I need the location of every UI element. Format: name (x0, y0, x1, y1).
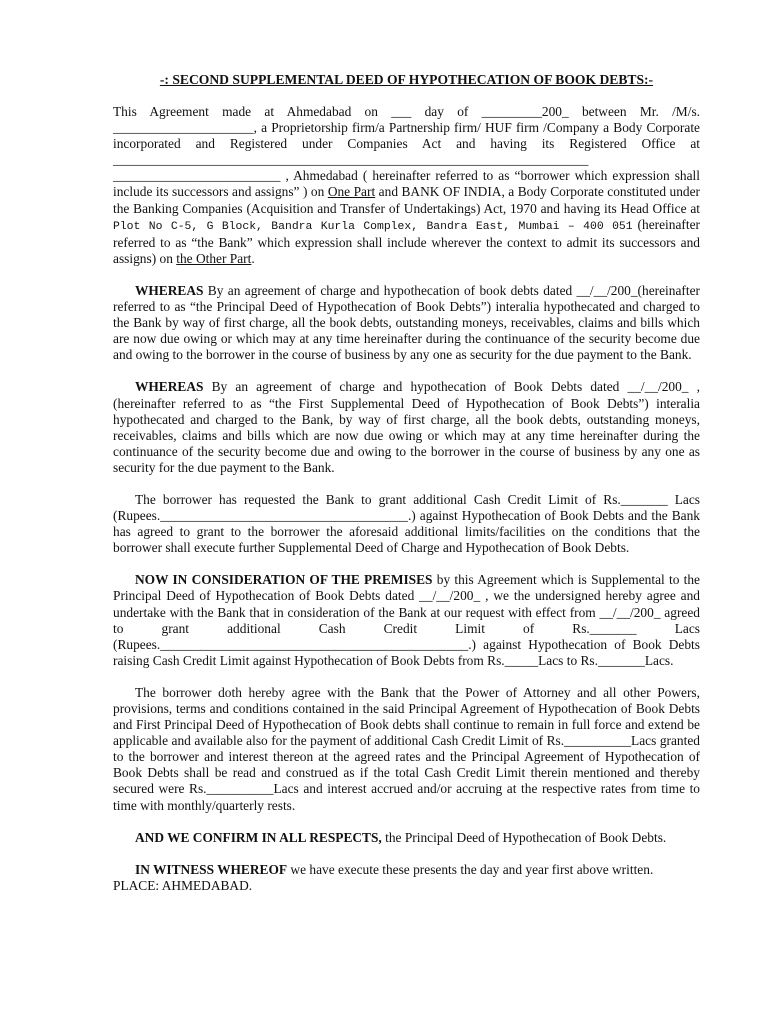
parties-text-b: and BANK OF INDIA, a Body Corporate constituted under the Banking Companies (Acquisition and Transfer of Undertakings) Act, 1970 and having its Head Office at (113, 184, 700, 216)
witness-text: we have execute these presents the day and year first above written. (287, 861, 654, 877)
whereas-principal-text: By an agreement of charge and hypothecation of book debts dated __/__/200_(hereinafter referred to as “the Principal Deed of Hypothecation of Book Debts”) interalia hypothecated and charged to the Bank by way of first charge, all the book debts, outstanding moneys, receivables, claims and bills which are now due owing or which may at any time hereinafter during the continuance of the security become due and owing to the borrower in the course of business by any one as security for the due payment to the Bank. (113, 282, 700, 363)
one-part-text: One Part (327, 184, 376, 200)
paragraph-whereas-first-supplemental (113, 379, 700, 476)
confirm-text: the Principal Deed of Hypothecation of Book Debts. (381, 829, 667, 845)
paragraph-power-of-attorney: The borrower doth hereby agree with the Bank that the Power of Attorney and all other Powers, provisions, terms and conditions contained in the said Principal Agreement of Hypothecation of Book Debts and First Principal Deed of Hypothecation of Book debts shall continue to remain in full force and extend be applicable and available also for the payment of additional Cash Credit Limit of Rs.__________Lacs granted to the borrower and interest thereon at the agreed rates and the Principal Agreement of Hypothecation of Book Debts shall be read and construed as if the total Cash Credit Limit therein mentioned and thereby secured were Rs.__________Lacs and interest accrued and/or accruing at the respective rates from time to time with monthly/quarterly rests. (113, 684, 700, 813)
whereas-lead: WHEREAS (135, 379, 204, 395)
parties-text-a: This Agreement made at Ahmedabad on ___ day of _________200_ between Mr. /M/s. _____________________, a Proprietorship firm/a Partnership firm/ HUF firm /Company a Body Corporate incorporated and Registered under Companies Act and having its Registered Office at _______________________________________________________________________ _________________________ , Ahmedabad ( hereinafter referred to as “borrower which expression shall include its successors and assigns” ) on (113, 104, 700, 200)
paragraph-confirm (113, 830, 700, 846)
parties-text-d: . (251, 250, 255, 266)
paragraph-parties (113, 104, 700, 267)
consideration-text: by this Agreement which is Supplemental to the Principal Deed of Hypothecation of Book Debts dated __/__/200_ , we the undersigned hereby agree and undertake with the Bank that in consideration of the Bank at our request with effect from __/__/200_ agreed to grant additional Cash Credit Limit of Rs._______ Lacs (Rupees.______________________________________________.) against Hypothecation of Book Debts raising Cash Credit Limit against Hypothecation of Book Debts from Rs._____Lacs to Rs._______Lacs. (113, 572, 700, 668)
whereas-lead: WHEREAS (135, 282, 204, 298)
consideration-lead: NOW IN CONSIDERATION OF THE PREMISES (135, 572, 433, 588)
parties-text-c: (hereinafter referred to as “the Bank” which expression shall include wherever the context to admit its successors and assigns) on (113, 216, 700, 266)
head-office-address: Plot No C-5, G Block, Bandra Kurla Complex, Bandra East, Mumbai – 400 051 (113, 220, 633, 233)
whereas-first-supplemental-text: By an agreement of charge and hypothecation of Book Debts dated __/__/200_ , (hereinafter referred to as “the First Supplemental Deed of Hypothecation of Book Debts”) interalia hypothecated and charged to the Bank, by way of first charge, all the book debts, outstanding moneys, receivables, claims and bills which are now due owing or which may at any time hereinafter during the continuance of the security become due and owing to the borrower in the course of business by any one as security for the due payment to the Bank. (113, 379, 700, 475)
place-line: PLACE: AHMEDABAD. (113, 877, 253, 893)
document-title: -: SECOND SUPPLEMENTAL DEED OF HYPOTHECATION OF BOOK DEBTS:- (159, 72, 654, 87)
other-part-text: the Other Part (176, 250, 252, 266)
paragraph-whereas-principal (113, 283, 700, 363)
witness-lead: IN WITNESS WHEREOF (135, 861, 288, 877)
paragraph-borrower-request: The borrower has requested the Bank to grant additional Cash Credit Limit of Rs._______ Lacs (Rupees._____________________________________.) against Hypothecation of Book Debts and the Bank has agreed to grant to the borrower the aforesaid additional limits/facilities on the conditions that the borrower shall execute further Supplemental Deed of Charge and Hypothecation of Book Debts. (113, 491, 700, 556)
confirm-lead: AND WE CONFIRM IN ALL RESPECTS, (135, 829, 382, 845)
paragraph-consideration (113, 572, 700, 669)
paragraph-witness (113, 862, 700, 878)
